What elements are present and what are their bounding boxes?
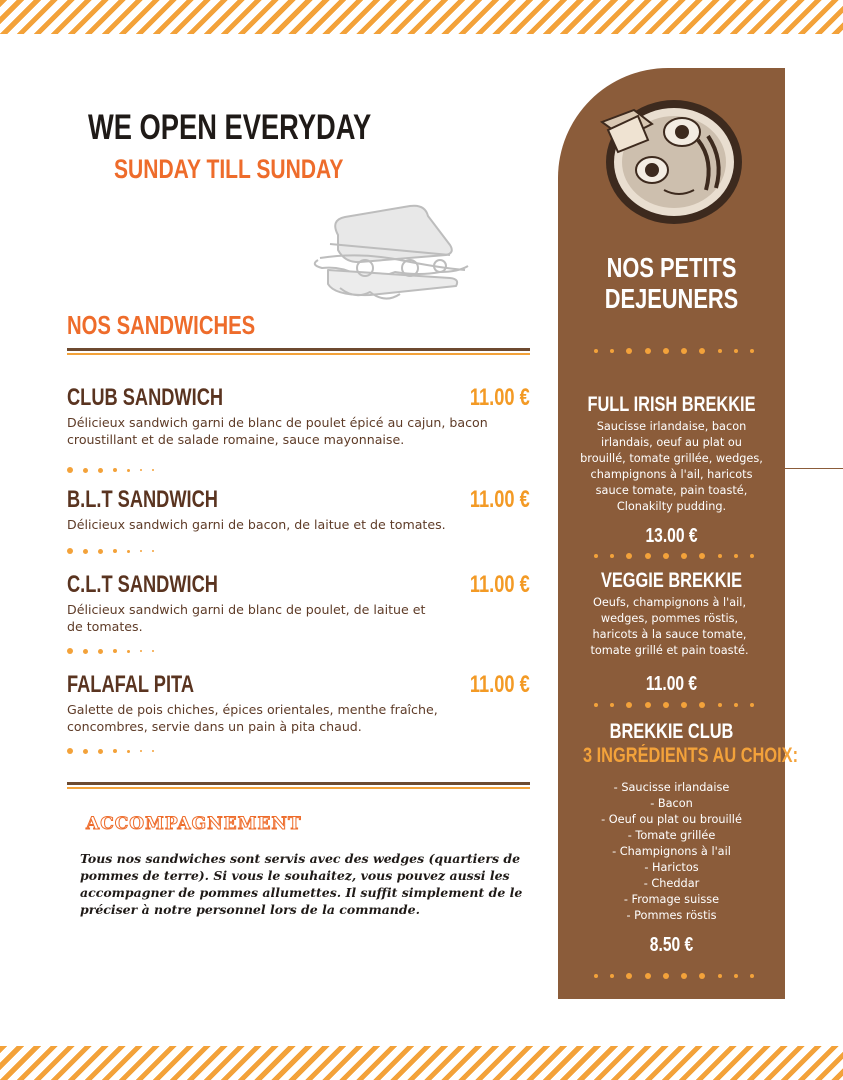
breakfast-item-description: Oeufs, champignons à l'ail, wedges, pommes röstis, haricots à la sauce tomate, tomate grillé et pain toasté.: [590, 596, 749, 657]
side-divider-line: [785, 468, 843, 469]
sandwiches-divider-top: [67, 348, 530, 355]
brekkie-option: - Cheddar: [643, 877, 700, 890]
brekkie-option: - Harictos: [644, 861, 699, 874]
sandwich-item: [67, 671, 530, 735]
item-name: C.L.T SANDWICH: [67, 571, 218, 598]
sandwich-item: [67, 384, 530, 448]
accompagnement-text: Tous nos sandwiches sont servis avec des wedges (quartiers de pommes de terre). Si vous le souhaitez, vous pouvez aussi les accompagner de pommes allumettes. Il suffit simplement de le préciser à notre personnel lors de la commande.: [80, 851, 523, 917]
page-subtitle: SUNDAY TILL SUNDAY: [114, 154, 344, 184]
brekkie-option: - Fromage suisse: [623, 893, 720, 906]
brekkie-club-name: BREKKIE CLUB: [609, 720, 734, 743]
brekkie-club-price: 8.50 €: [649, 934, 694, 956]
bottom-stripe-border: [0, 1046, 843, 1080]
item-name: CLUB SANDWICH: [67, 384, 224, 411]
breakfast-plate-illustration-icon: [594, 90, 744, 225]
dots-divider: [67, 747, 154, 755]
brekkie-option: - Oeuf ou plat ou brouillé: [601, 813, 742, 826]
panel-dots-divider: [594, 553, 754, 559]
item-price: 11.00 €: [470, 486, 530, 513]
dots-divider: [67, 547, 154, 555]
brekkie-club-subtitle: 3 INGRÉDIENTS AU CHOIX:: [582, 744, 799, 767]
breakfast-title-line1: NOS PETITS: [606, 252, 737, 283]
breakfast-title: [558, 252, 785, 314]
item-name: FALAFAL PITA: [67, 671, 195, 698]
item-price: 11.00 €: [470, 384, 530, 411]
brekkie-option: - Bacon: [650, 797, 693, 810]
brekkie-club-options: [558, 780, 785, 924]
sandwiches-divider-bottom: [67, 782, 530, 789]
panel-dots-divider: [594, 702, 754, 708]
brekkie-option: - Pommes röstis: [626, 909, 717, 922]
dots-divider: [67, 466, 154, 474]
breakfast-title-line2: DEJEUNERS: [604, 283, 739, 314]
item-description: Galette de pois chiches, épices orientales, menthe fraîche, concombres, servie dans un pain à pita chaud.: [67, 702, 438, 734]
sandwich-item: [67, 571, 530, 635]
page-title: WE OPEN EVERYDAY: [88, 108, 372, 147]
item-description: Délicieux sandwich garni de bacon, de laitue et de tomates.: [67, 517, 446, 532]
item-name: B.L.T SANDWICH: [67, 486, 218, 513]
breakfast-item: [558, 393, 785, 548]
accompagnement-heading: ACCOMPAGNEMENT: [86, 814, 302, 834]
panel-dots-divider: [594, 348, 754, 354]
breakfast-item-price: 13.00 €: [645, 525, 698, 547]
panel-dots-divider: [594, 973, 754, 979]
item-description: Délicieux sandwich garni de blanc de poulet épicé au cajun, bacon croustillant et de salade romaine, sauce mayonnaise.: [67, 415, 488, 447]
sandwich-item: [67, 486, 530, 533]
breakfast-item-price: 11.00 €: [645, 673, 698, 695]
breakfast-item: [558, 569, 785, 696]
item-description: Délicieux sandwich garni de blanc de poulet, de laitue et de tomates.: [67, 602, 426, 634]
breakfast-item-description: Saucisse irlandaise, bacon irlandais, oeuf au plat ou brouillé, tomate grillée, wedges, champignons à l'ail, haricots sauce tomate, pain toasté, Clonakilty pudding.: [580, 420, 763, 513]
brekkie-option: - Champignons à l'ail: [612, 845, 731, 858]
dots-divider: [67, 647, 154, 655]
sandwich-illustration-icon: [300, 200, 475, 310]
sandwiches-heading: NOS SANDWICHES: [67, 310, 256, 340]
top-stripe-border: [0, 0, 843, 34]
brekkie-option: - Saucisse irlandaise: [613, 781, 730, 794]
brekkie-club: [558, 720, 799, 957]
item-price: 11.00 €: [470, 571, 530, 598]
brekkie-option: - Tomate grillée: [627, 829, 716, 842]
breakfast-item-name: FULL IRISH BREKKIE: [587, 393, 756, 416]
item-price: 11.00 €: [470, 671, 530, 698]
breakfast-item-name: VEGGIE BREKKIE: [600, 569, 743, 592]
